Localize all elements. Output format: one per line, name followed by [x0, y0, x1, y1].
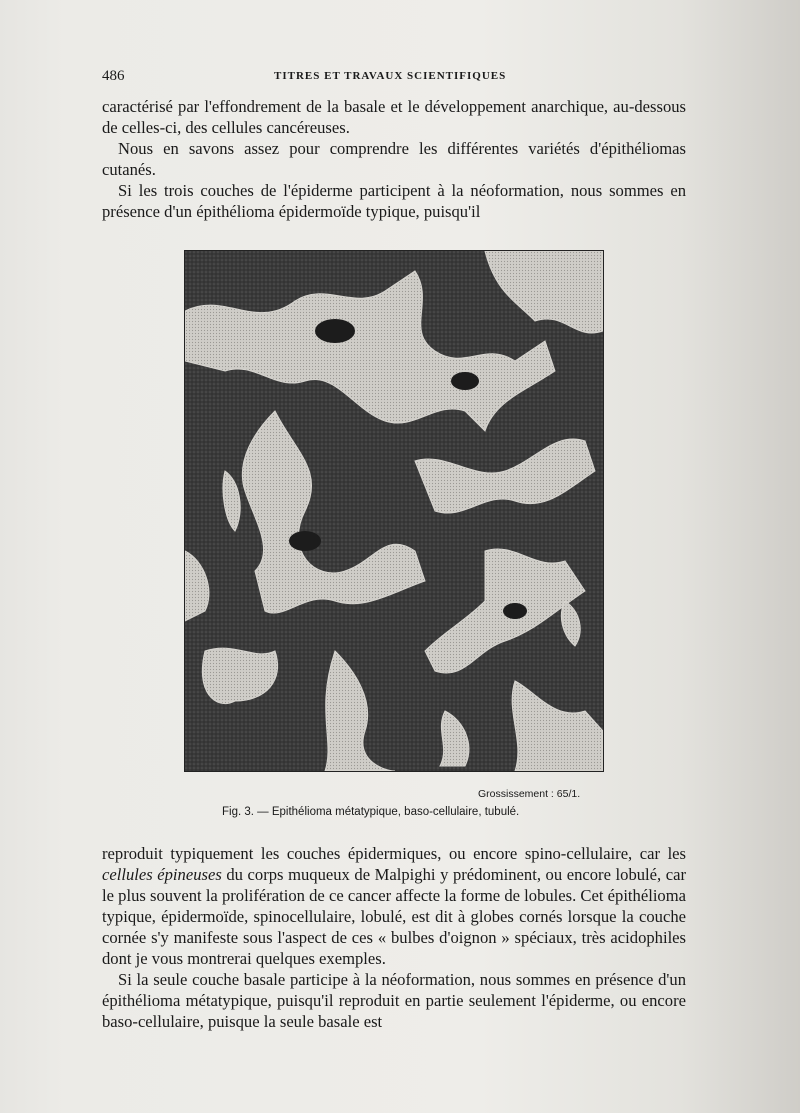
page-header — [102, 68, 684, 90]
paragraph-typical-epithelioma — [102, 843, 686, 969]
micrograph-image — [185, 251, 603, 771]
paragraph-three-layers: Si les trois couches de l'épiderme participent à la néoformation, nous sommes en présence d'un épithélioma épidermoïde typique, puisqu'il — [102, 181, 686, 221]
micrograph-figure — [184, 250, 604, 772]
figure-caption: Fig. 3. — Epithélioma métatypique, baso-cellulaire, tubulé. — [222, 806, 520, 818]
paragraph-continuation: caractérisé par l'effondrement de la basale et le développement anarchique, au-dessous de celles-ci, des cellules cancéreuses. — [102, 97, 686, 137]
paragraph-basal-layer: Si la seule couche basale participe à la néoformation, nous sommes en présence d'un épithélioma métatypique, puisqu'il reproduit en partie seulement l'épiderme, ou encore baso-cellulaire, puisque la seule basale est — [102, 970, 686, 1031]
bottom-text-block — [102, 843, 686, 1032]
page-number: 486 — [102, 68, 125, 84]
paragraph-varieties: Nous en savons assez pour comprendre les différentes variétés d'épithéliomas cutanés. — [102, 139, 686, 179]
paragraph-text-part: du corps muqueux de Malpighi y prédominent, ou encore lobulé, car le plus souvent la prolifération de ce cancer affecte la forme de lobules. Cet épithélioma typique, épidermoïde, spinocellulaire, lobulé, est dit à globes cornés lorsque la couche cornée s'y manifeste sous l'aspect de ces « bulbes d'oignon » spéciaux, très acidophiles dont je vous montrerai quelques exemples. — [102, 865, 686, 968]
paragraph-text-part: reproduit typiquement les couches épidermiques, ou encore spino-cellulaire, car les — [102, 844, 686, 863]
italic-term: cellules épineuses — [102, 865, 222, 884]
running-title: TITRES ET TRAVAUX SCIENTIFIQUES — [274, 70, 507, 82]
magnification-label: Grossissement : 65/1. — [478, 788, 581, 800]
top-text-block — [102, 96, 686, 222]
